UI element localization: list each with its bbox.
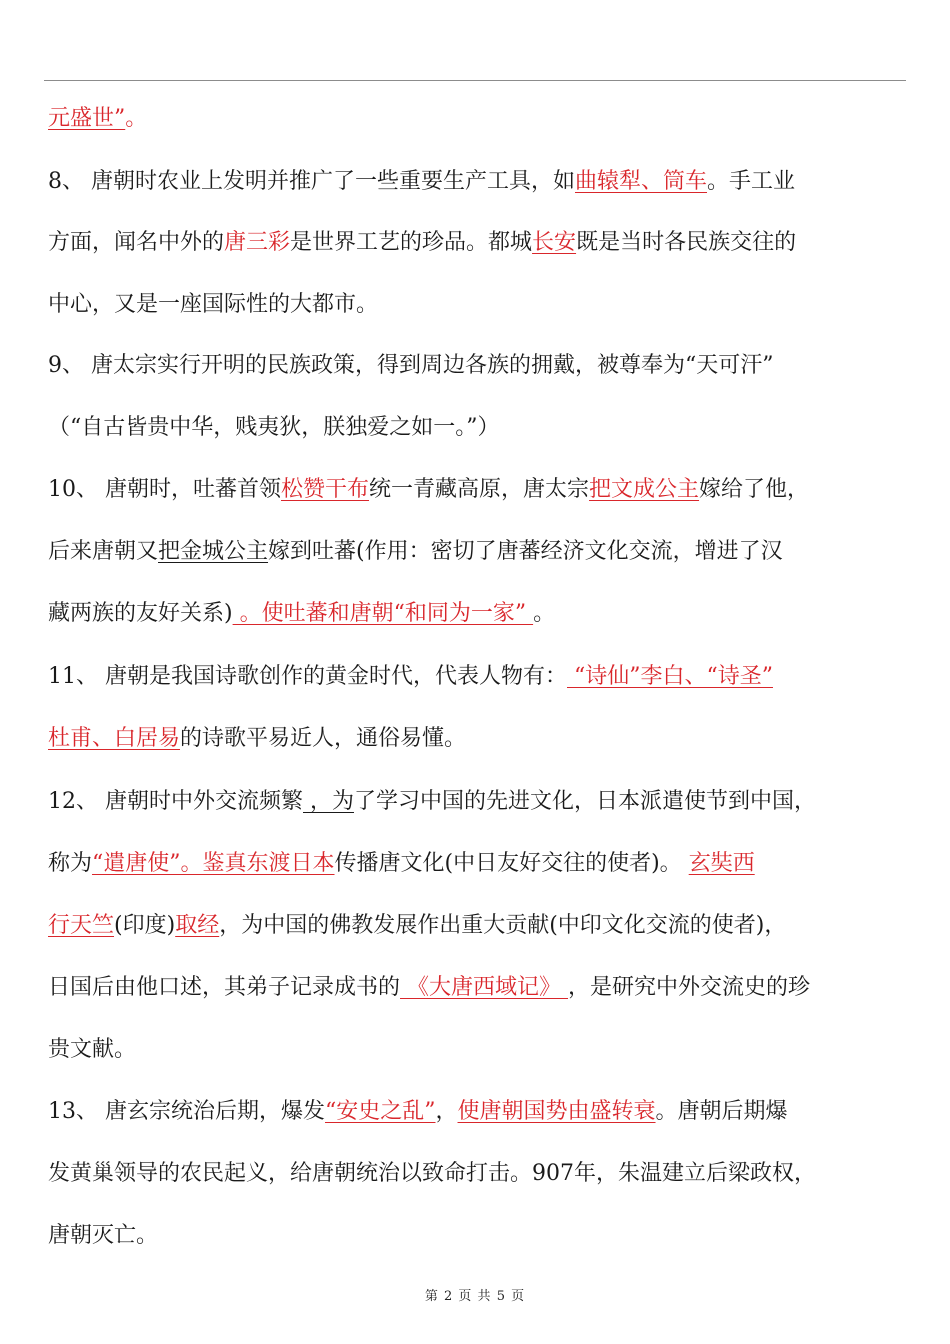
body-text: 11、 唐朝是我国诗歌创作的黄金时代，代表人物有： xyxy=(48,664,567,689)
answer-text: 取经 xyxy=(175,913,220,938)
answer-text: 玄奘西 xyxy=(688,851,755,876)
text-line xyxy=(48,911,786,941)
answer-text: 元盛世” xyxy=(48,106,126,131)
body-text: 称为 xyxy=(48,851,93,876)
text-line xyxy=(48,1035,136,1065)
body-text: （“自古皆贵中华，贱夷狄，朕独爱之如一。”） xyxy=(48,415,500,440)
body-text: 后来唐朝又 xyxy=(48,539,159,564)
body-text: 。唐朝后期爆 xyxy=(655,1099,788,1124)
body-text: 把金城公主 xyxy=(158,539,269,564)
text-line xyxy=(48,475,809,505)
body-text: 既是当时各民族交往的 xyxy=(576,230,797,255)
body-text: 10、 唐朝时，吐蕃首领 xyxy=(48,477,281,502)
body-text: 。 xyxy=(533,601,556,626)
answer-text: “诗仙”李白、“诗圣” xyxy=(567,664,773,689)
answer-text: 曲辕犁、筒车 xyxy=(575,169,708,194)
text-line xyxy=(48,973,810,1003)
body-text: 8、 唐朝时农业上发明并推广了一些重要生产工具，如 xyxy=(48,169,575,194)
body-text: 唐朝灭亡。 xyxy=(48,1223,159,1248)
text-line xyxy=(48,849,755,879)
body-text: 发黄巢领导的农民起义，给唐朝统治以致命打击。907年，朱温建立后梁政权， xyxy=(48,1161,816,1186)
text-line xyxy=(48,413,500,443)
body-text: 方面，闻名中外的 xyxy=(48,230,225,255)
answer-text: 《大唐西域记》 xyxy=(400,975,569,1000)
text-line xyxy=(48,1159,816,1189)
text-line xyxy=(48,290,378,320)
text-line xyxy=(48,662,773,692)
answer-text: 行天竺 xyxy=(48,913,115,938)
body-text: 。手工业 xyxy=(707,169,796,194)
text-line xyxy=(48,599,555,629)
text-line xyxy=(48,787,816,817)
answer-text: 松赞干布 xyxy=(281,477,370,502)
body-text: 嫁给了他， xyxy=(699,477,810,502)
text-line xyxy=(48,167,795,197)
body-text: 统一青藏高原，唐太宗 xyxy=(369,477,590,502)
body-text: 藏两族的友好关系) xyxy=(48,601,233,626)
body-text: 12、 唐朝时中外交流频繁 xyxy=(48,789,303,814)
text-line xyxy=(48,1221,158,1251)
body-text: 传播唐文化(中日友好交往的使者)。 xyxy=(334,851,689,876)
text-line xyxy=(48,228,796,258)
body-text: 贵文献。 xyxy=(48,1037,137,1062)
answer-text: 。 xyxy=(125,106,148,131)
answer-text: 杜甫、白居易 xyxy=(48,726,181,751)
text-line xyxy=(48,724,466,754)
answer-text: 把文成公主 xyxy=(589,477,700,502)
answer-text: 。使吐蕃和唐朝“和同为一家” xyxy=(232,601,534,626)
body-text: 9、 唐太宗实行开明的民族政策，得到周边各族的拥戴，被尊奉为“天可汗” xyxy=(48,353,774,378)
answer-text: 使唐朝国势由盛转衰 xyxy=(457,1099,656,1124)
answer-text: “遣唐使”。鉴真东渡日本 xyxy=(92,851,335,876)
answer-text: 唐三彩 xyxy=(224,230,291,255)
body-text: 中心，又是一座国际性的大都市。 xyxy=(48,292,379,317)
body-text: ，是研究中外交流史的珍 xyxy=(568,975,811,1000)
body-text: 的诗歌平易近人，通俗易懂。 xyxy=(180,726,467,751)
body-text: (印度) xyxy=(114,913,176,938)
header-rule xyxy=(44,80,906,81)
answer-text: “安史之乱” xyxy=(325,1099,436,1124)
body-text: 了学习中国的先进文化，日本派遣使节到中国， xyxy=(354,789,817,814)
text-line xyxy=(48,351,774,381)
text-line xyxy=(48,537,783,567)
body-text: 日国后由他口述，其弟子记录成书的 xyxy=(48,975,401,1000)
body-text: 13、 唐玄宗统治后期，爆发 xyxy=(48,1099,325,1124)
body-text: ，为 xyxy=(303,789,354,814)
answer-text: 长安 xyxy=(532,230,577,255)
body-text: 嫁到吐蕃(作用：密切了唐蕃经济文化交流，增进了汉 xyxy=(268,539,783,564)
page-footer: 第 2 页 共 5 页 xyxy=(424,1289,526,1304)
text-line xyxy=(48,1097,788,1127)
body-text: 是世界工艺的珍品。都城 xyxy=(290,230,533,255)
body-text: ，为中国的佛教发展作出重大贡献(中印文化交流的使者)， xyxy=(219,913,787,938)
text-line xyxy=(48,104,147,134)
body-text: ， xyxy=(435,1099,458,1124)
